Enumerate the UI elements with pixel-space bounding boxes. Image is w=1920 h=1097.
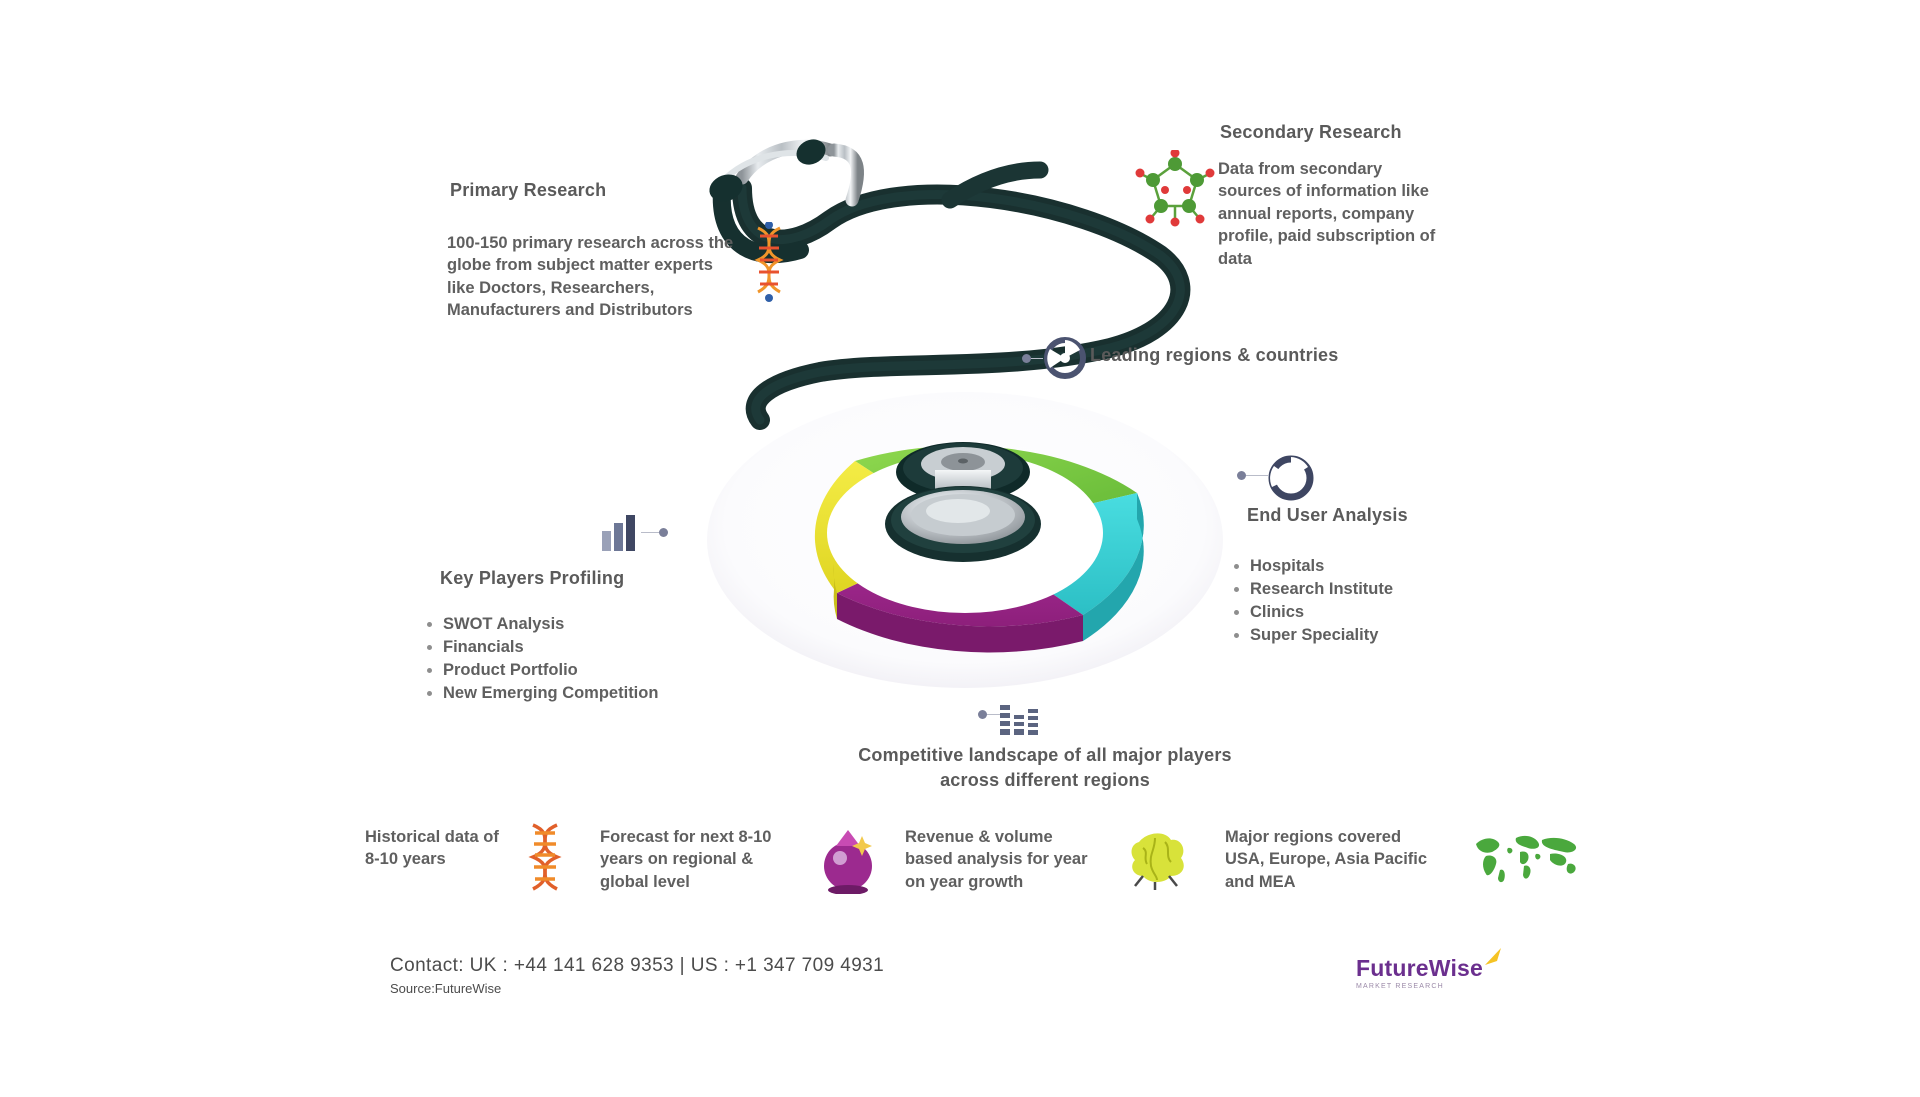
competitive-landscape-block: [845, 745, 1245, 791]
strip-text-forecast: Forecast for next 8-10 years on regional & global level: [600, 828, 772, 891]
primary-research-body: 100-150 primary research across the globe from subject matter experts like Doctors, Researchers, Manufacturers and Distributors: [447, 234, 734, 320]
primary-research-title: Primary Research: [450, 180, 607, 200]
logo-future-text: Future: [1356, 955, 1429, 981]
connector-dot-key-players: [659, 528, 668, 537]
secondary-research-block: [1220, 122, 1480, 143]
connector-line-competitive: [987, 714, 1000, 715]
end-user-analysis-title: End User Analysis: [1247, 505, 1408, 525]
connector-dot-competitive: [978, 710, 987, 719]
primary-research-block: [450, 180, 750, 201]
dna-icon: [745, 222, 795, 312]
logo-tagline: MARKET RESEARCH: [1356, 983, 1444, 990]
molecule-icon: [1135, 150, 1215, 230]
world-map-icon: [1472, 830, 1582, 886]
bar-chart-icon: [600, 515, 640, 553]
competitive-landscape-line1: Competitive landscape of all major players: [858, 745, 1232, 765]
logo-wise-text: Wise: [1428, 955, 1484, 981]
strip-text-revenue: Revenue & volume based analysis for year on year growth: [905, 828, 1088, 891]
list-item: Product Portfolio: [425, 659, 685, 682]
contact-line: Contact: UK : +44 141 628 9353 | US : +1 347 709 4931: [390, 955, 885, 976]
connector-line-key-players: [641, 532, 659, 533]
leading-regions-title: Leading regions & countries: [1090, 345, 1339, 365]
list-item: SWOT Analysis: [425, 613, 685, 636]
key-players-list: [425, 613, 685, 705]
strip-text-historical: Historical data of 8-10 years: [365, 828, 499, 869]
source-line: Source:FutureWise: [390, 981, 502, 996]
secondary-research-title: Secondary Research: [1220, 122, 1402, 142]
connector-dot-end-user: [1237, 471, 1246, 480]
leading-regions-block: [1090, 345, 1420, 366]
flag-icon: [1483, 947, 1505, 969]
end-user-analysis-list: [1232, 555, 1512, 647]
futurewise-logo: [1356, 955, 1483, 990]
stacked-bars-icon: [1000, 705, 1048, 739]
list-item: Super Speciality: [1232, 624, 1512, 647]
competitive-landscape-line2: across different regions: [940, 770, 1150, 790]
list-item: Financials: [425, 636, 685, 659]
donut-chart-icon: [1268, 455, 1314, 501]
list-item: Clinics: [1232, 601, 1512, 624]
key-players-block: [440, 568, 740, 589]
secondary-research-body: Data from secondary sources of information like annual reports, company profile, paid subscription of data: [1218, 160, 1436, 268]
connector-dot-leading-regions: [1022, 354, 1031, 363]
connector-line-end-user: [1246, 475, 1268, 476]
strip-text-regions: Major regions covered USA, Europe, Asia Pacific and MEA: [1225, 828, 1428, 891]
list-item: New Emerging Competition: [425, 682, 685, 705]
list-item: Research Institute: [1232, 578, 1512, 601]
brain-icon: [1125, 824, 1195, 890]
connector-line-leading-regions: [1031, 358, 1043, 359]
dna-strand-icon: [523, 823, 569, 893]
pie-chart-icon: [1044, 337, 1086, 379]
end-user-analysis-block: [1247, 505, 1547, 526]
list-item: Hospitals: [1232, 555, 1512, 578]
key-players-title: Key Players Profiling: [440, 568, 625, 588]
crystal-ball-icon: [818, 824, 878, 894]
